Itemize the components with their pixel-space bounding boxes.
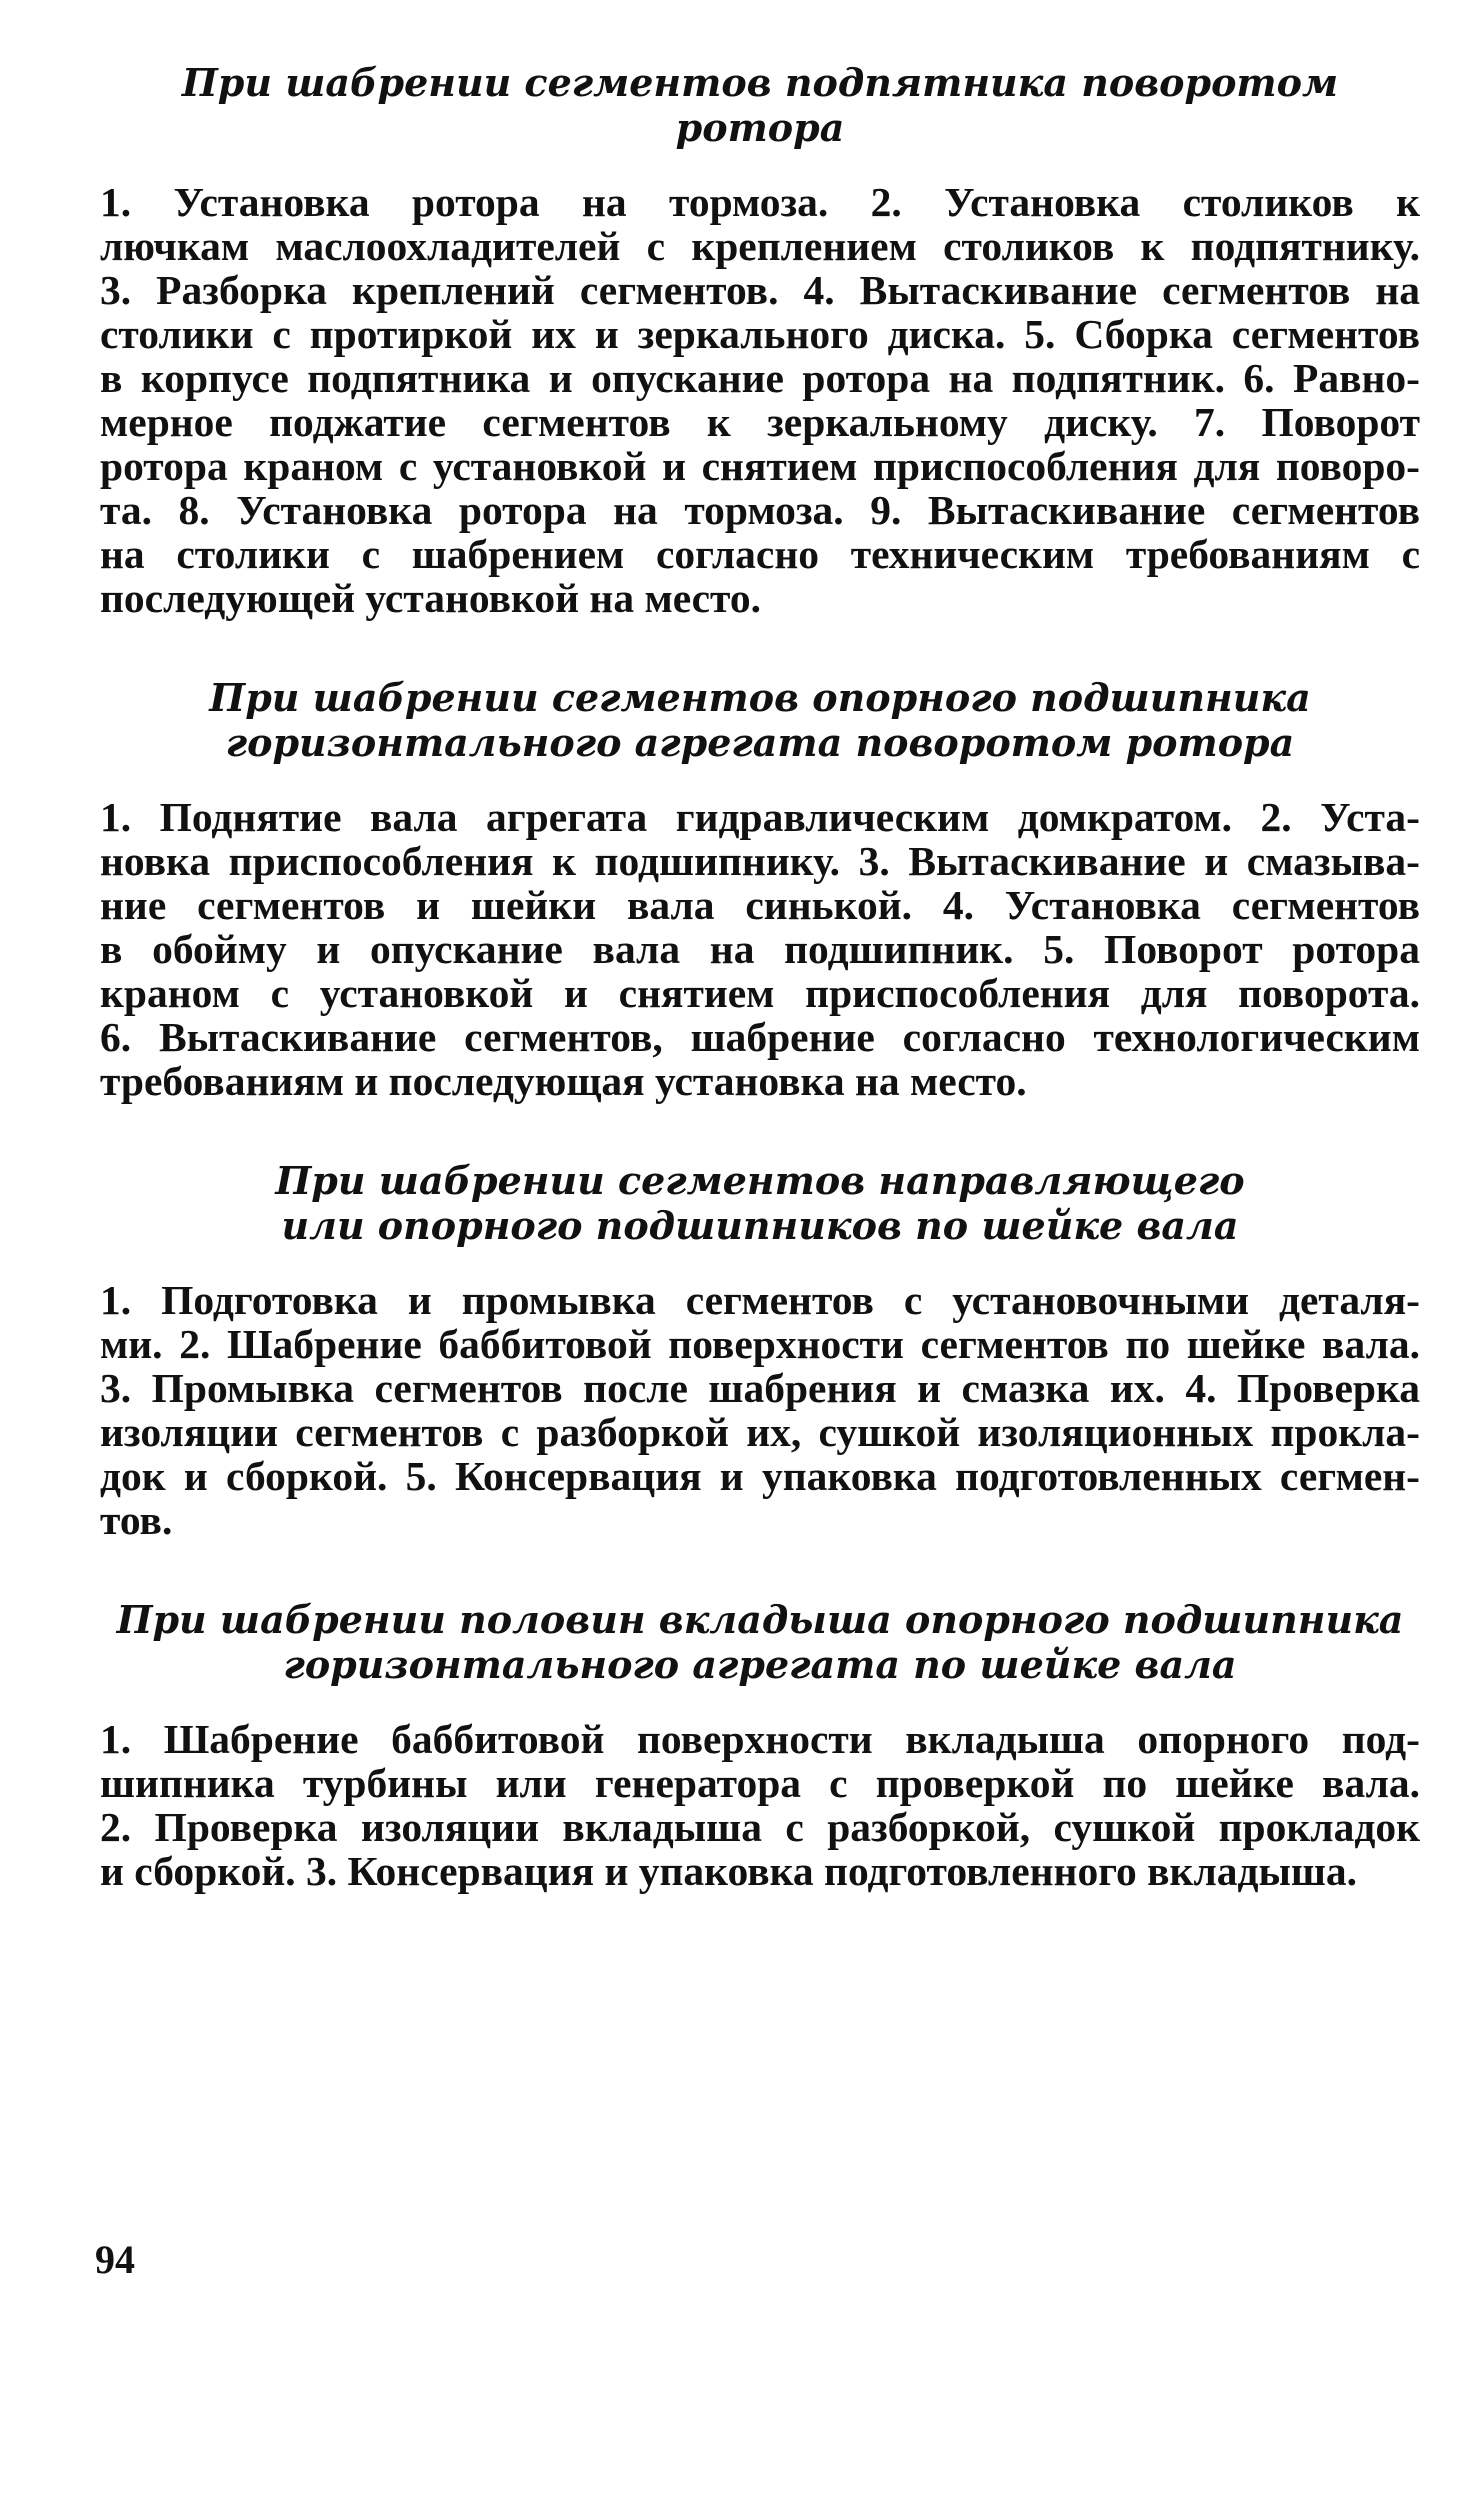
heading-line: При шабрении половин вкладыша опорного подшипника bbox=[116, 1597, 1404, 1642]
text-line: тов. bbox=[100, 1497, 173, 1543]
text-line: ми. 2. Шабрение баббитовой поверхности сегментов по шейке вала. bbox=[100, 1321, 1420, 1367]
heading-line: При шабрении сегментов опорного подшипника bbox=[209, 675, 1311, 720]
text-line: 3. Разборка креплений сегментов. 4. Вытаскивание сегментов на bbox=[100, 267, 1420, 313]
section-heading bbox=[100, 60, 1420, 150]
text-line: 6. Вытаскивание сегментов, шабрение согласно технологическим bbox=[100, 1014, 1420, 1060]
section-liner-halves-shaft bbox=[100, 1597, 1420, 1893]
text-line: последующей установкой на место. bbox=[100, 575, 762, 621]
text-line: изоляции сегментов с разборкой их, сушкой изоляционных прокла- bbox=[100, 1409, 1420, 1455]
text-line: 1. Поднятие вала агрегата гидравлическим домкратом. 2. Уста- bbox=[100, 794, 1420, 840]
section-thrust-bearing bbox=[100, 60, 1420, 620]
text-line: ротора краном с установкой и снятием приспособления для поворо- bbox=[100, 443, 1420, 489]
text-line: на столики с шабрением согласно техническим требованиям с bbox=[100, 531, 1420, 577]
section-heading bbox=[100, 1597, 1420, 1687]
text-line: столики с протиркой их и зеркального диска. 5. Сборка сегментов bbox=[100, 311, 1420, 357]
heading-line: горизонтального агрегата поворотом ротора bbox=[225, 720, 1295, 765]
section-body bbox=[100, 1278, 1420, 1542]
section-body bbox=[100, 180, 1420, 620]
heading-line: горизонтального агрегата по шейке вала bbox=[283, 1642, 1237, 1687]
text-line: ние сегментов и шейки вала синькой. 4. Установка сегментов bbox=[100, 882, 1420, 928]
section-heading bbox=[100, 1158, 1420, 1248]
text-line: мерное поджатие сегментов к зеркальному диску. 7. Поворот bbox=[100, 399, 1420, 445]
section-heading bbox=[100, 675, 1420, 765]
section-guide-bearing-shaft bbox=[100, 1158, 1420, 1542]
page-number: 94 bbox=[95, 2237, 135, 2282]
text-line: требованиям и последующая установка на место. bbox=[100, 1058, 1027, 1104]
text-line: 1. Подготовка и промывка сегментов с установочными деталя- bbox=[100, 1277, 1420, 1323]
text-line: лючкам маслоохладителей с креплением столиков к подпятнику. bbox=[100, 223, 1420, 269]
heading-line: При шабрении сегментов подпятника поворотом ротора bbox=[181, 60, 1339, 150]
text-line: в корпусе подпятника и опускание ротора на подпятник. 6. Равно- bbox=[100, 355, 1420, 401]
heading-line: При шабрении сегментов направляющего bbox=[275, 1158, 1245, 1203]
text-line: шипника турбины или генератора с проверкой по шейке вала. bbox=[100, 1760, 1420, 1806]
text-line: 1. Установка ротора на тормоза. 2. Установка столиков к bbox=[100, 179, 1420, 225]
heading-line: или опорного подшипников по шейке вала bbox=[281, 1203, 1239, 1248]
text-line: новка приспособления к подшипнику. 3. Вытаскивание и смазыва- bbox=[100, 838, 1420, 884]
text-line: в обойму и опускание вала на подшипник. 5. Поворот ротора bbox=[100, 926, 1420, 972]
section-body bbox=[100, 1717, 1420, 1893]
section-horizontal-bearing-rotation bbox=[100, 675, 1420, 1103]
section-body bbox=[100, 795, 1420, 1103]
text-line: краном с установкой и снятием приспособления для поворота. bbox=[100, 970, 1420, 1016]
text-line: 1. Шабрение баббитовой поверхности вкладыша опорного под- bbox=[100, 1716, 1420, 1762]
text-line: 2. Проверка изоляции вкладыша с разборкой, сушкой прокладок bbox=[100, 1804, 1420, 1850]
text-line: и сборкой. 3. Консервация и упаковка подготовленного вкладыша. bbox=[100, 1848, 1358, 1894]
page-content bbox=[100, 60, 1420, 1893]
text-line: док и сборкой. 5. Консервация и упаковка подготовленных сегмен- bbox=[100, 1453, 1420, 1499]
text-line: 3. Промывка сегментов после шабрения и смазка их. 4. Проверка bbox=[100, 1365, 1420, 1411]
text-line: та. 8. Установка ротора на тормоза. 9. Вытаскивание сегментов bbox=[100, 487, 1420, 533]
